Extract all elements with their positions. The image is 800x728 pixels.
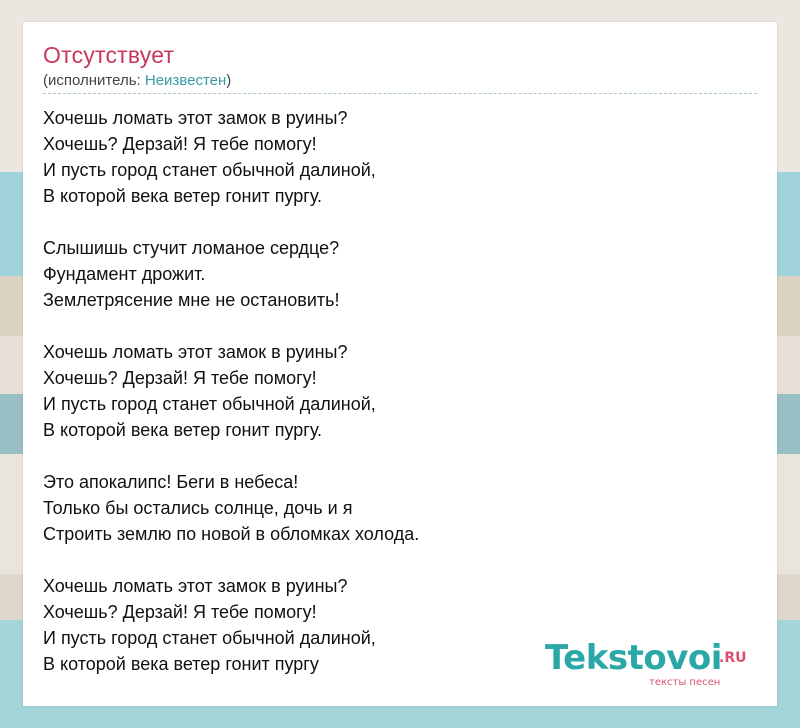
- lyric-line: И пусть город станет обычной далиной,: [43, 160, 376, 180]
- lyrics-text: [43, 105, 743, 677]
- lyric-line: Хочешь? Дерзай! Я тебе помогу!: [43, 368, 317, 388]
- artist-link[interactable]: Неизвестен: [144, 72, 227, 89]
- lyric-line: Хочешь ломать этот замок в руины?: [43, 576, 348, 596]
- lyric-line: Хочешь? Дерзай! Я тебе помогу!: [43, 602, 317, 622]
- lyric-line: И пусть город станет обычной далиной,: [43, 394, 376, 414]
- artist-line: [43, 72, 231, 89]
- stanza-gap: [43, 547, 743, 573]
- lyric-line: В которой века ветер гонит пургу.: [43, 420, 323, 440]
- lyric-line: Фундамент дрожит.: [43, 264, 206, 284]
- stanza-gap: [43, 313, 743, 339]
- lyric-line: В которой века ветер гонит пургу.: [43, 186, 323, 206]
- artist-prefix: (исполнитель:: [43, 72, 145, 89]
- logo-tld: .RU: [719, 650, 747, 666]
- logo-wordmark: Tekstovoi: [545, 638, 722, 678]
- stanza-gap: [43, 443, 743, 469]
- lyric-line: Слышишь стучит ломаное сердце?: [43, 238, 340, 258]
- lyric-line: Хочешь ломать этот замок в руины?: [43, 108, 348, 128]
- dashed-divider: [43, 93, 757, 94]
- song-title: Отсутствует: [43, 42, 175, 68]
- stanza-gap: [43, 209, 743, 235]
- lyric-line: Хочешь? Дерзай! Я тебе помогу!: [43, 134, 317, 154]
- lyrics-card: [23, 22, 777, 706]
- lyric-line: Землетрясение мне не остановить!: [43, 290, 340, 310]
- artist-suffix: ): [226, 72, 232, 89]
- lyric-line: Это апокалипс! Беги в небеса!: [43, 472, 299, 492]
- site-logo[interactable]: [545, 638, 755, 688]
- lyric-line: И пусть город станет обычной далиной,: [43, 628, 376, 648]
- lyric-line: Строить землю по новой в обломках холода.: [43, 524, 420, 544]
- lyric-line: Хочешь ломать этот замок в руины?: [43, 342, 348, 362]
- lyric-line: В которой века ветер гонит пургу: [43, 654, 319, 674]
- logo-tagline: тексты песен: [649, 677, 721, 688]
- lyric-line: Только бы остались солнце, дочь и я: [43, 498, 353, 518]
